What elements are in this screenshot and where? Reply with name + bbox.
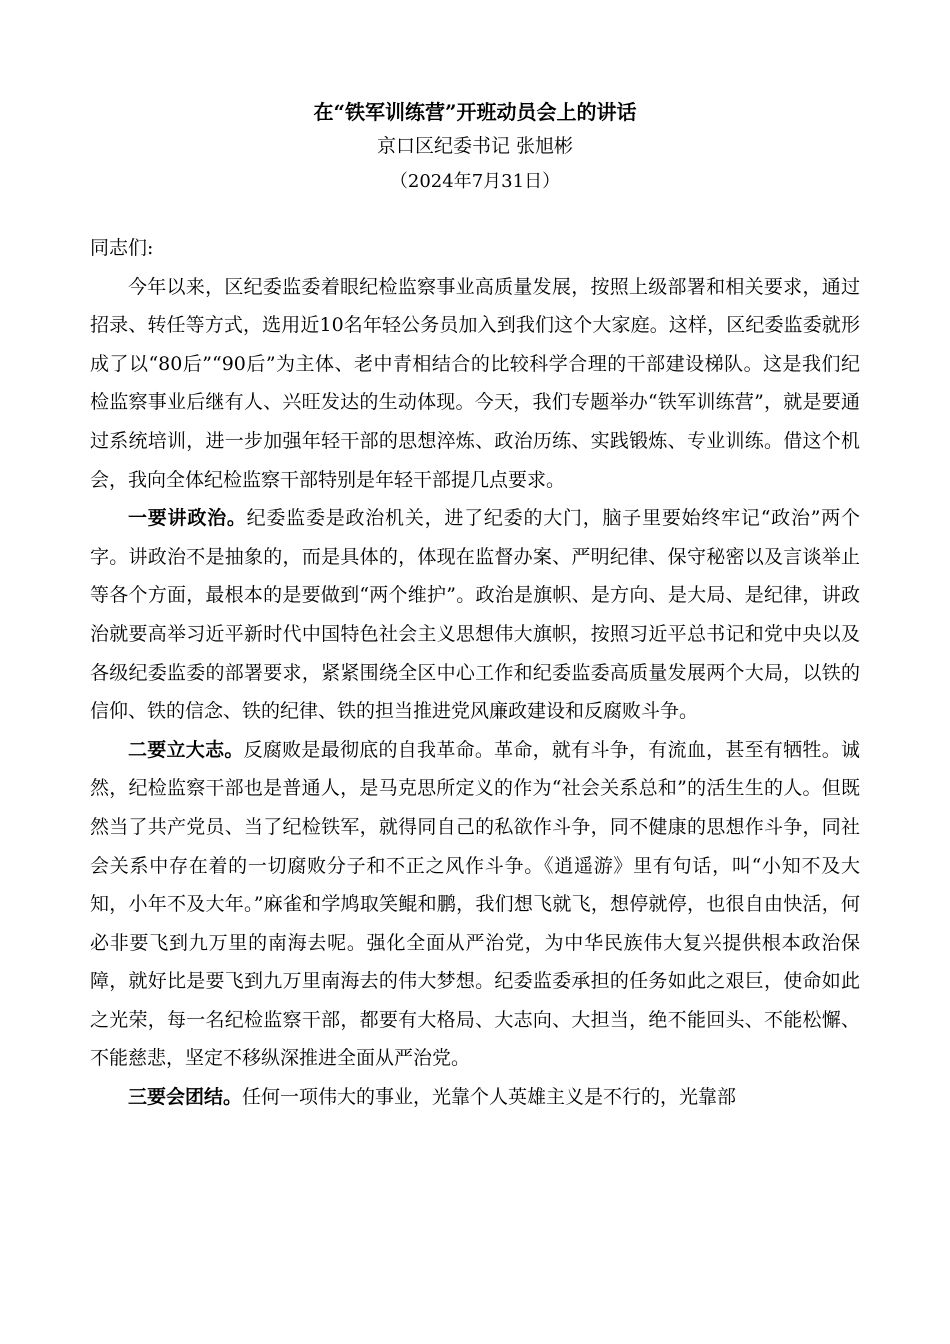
section-paragraph-1 — [90, 499, 860, 731]
intro-paragraph: 今年以来，区纪委监委着眼纪检监察事业高质量发展，按照上级部署和相关要求，通过招录、转任等方式，选用近10名年轻公务员加入到我们这个大家庭。这样，区纪委监委就形成了以“80后”“90后”为主体、老中青相结合的比较科学合理的干部建设梯队。这是我们纪检监察事业后继有人、兴旺发达的生动体现。今天，我们专题举办“铁军训练营”，就是要通过系统培训，进一步加强年轻干部的思想淬炼、政治历练、实践锻炼、专业训练。借这个机会，我向全体纪检监察干部特别是年轻干部提几点要求。 — [90, 275, 860, 491]
date-line: （2024年7月31日） — [389, 171, 561, 192]
section-lead-1: 一要讲政治。 — [128, 507, 247, 530]
section-lead-2: 二要立大志。 — [128, 738, 244, 761]
section-paragraph-3 — [90, 1078, 860, 1117]
section-text-1: 纪委监委是政治机关，进了纪委的大门，脑子里要始终牢记“政治”两个字。讲政治不是抽象的，而是具体的，体现在监督办案、严明纪律、保守秘密以及言谈举止等各个方面，最根本的是要做到“两个维护”。政治是旗帜、是方向、是大局、是纪律，讲政治就要高举习近平新时代中国特色社会主义思想伟大旗帜，按照习近平总书记和党中央以及各级纪委监委的部署要求，紧紧围绕全区中心工作和纪委监委高质量发展两个大局，以铁的信仰、铁的信念、铁的纪律、铁的担当推进党风廉政建设和反腐败斗争。 — [90, 507, 860, 723]
section-paragraph-2 — [90, 731, 860, 1078]
author-line: 京口区纪委书记 张旭彬 — [376, 135, 574, 157]
section-text-3: 任何一项伟大的事业，光靠个人英雄主义是不行的，光靠部 — [242, 1086, 737, 1109]
greeting: 同志们: — [90, 237, 154, 259]
section-lead-3: 三要会团结。 — [128, 1086, 243, 1109]
section-text-2: 反腐败是最彻底的自我革命。革命，就有斗争，有流血，甚至有牺牲。诚然，纪检监察干部也是普通人，是马克思所定义的作为“社会关系总和”的活生生的人。但既然当了共产党员、当了纪检铁军，就得同自己的私欲作斗争，同不健康的思想作斗争，同社会关系中存在着的一切腐败分子和不正之风作斗争。《逍遥游》里有句话，叫“小知不及大知，小年不及大年。”麻雀和学鸠取笑鲲和鹏，我们想飞就飞，想停就停，也很自由快活，何必非要飞到九万里的南海去呢。强化全面从严治党，为中华民族伟大复兴提供根本政治保障，就好比是要飞到九万里南海去的伟大梦想。纪委监委承担的任务如此之艰巨，使命如此之光荣，每一名纪检监察干部，都要有大格局、大志向、大担当，绝不能回头、不能松懈、不能慈悲，坚定不移纵深推进全面从严治党。 — [90, 738, 860, 1070]
document-page — [90, 96, 860, 1117]
document-title: 在“铁军训练营”开班动员会上的讲话 — [313, 100, 637, 124]
